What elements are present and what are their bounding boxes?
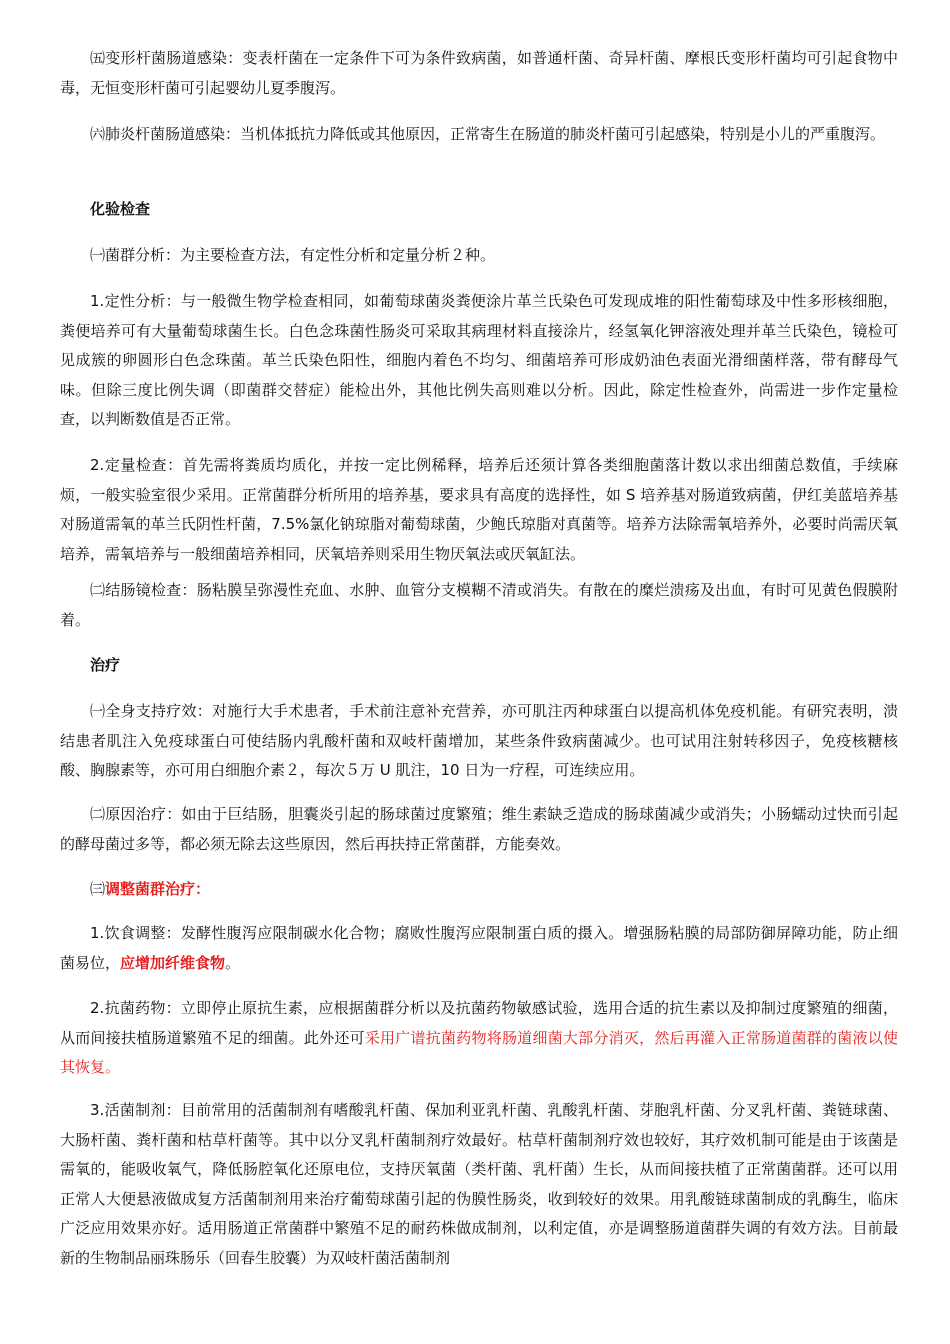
flora-adjustment-title: 调整菌群治疗：: [105, 880, 211, 898]
paragraph-flora-adjustment-title: [60, 875, 898, 905]
paragraph-supportive-therapy: ㈠全身支持疗效：对施行大手术患者，手术前注意补充营养，亦可肌注丙种球蛋白以提高机体免疫机能。有研究表明，溃结患者肌注入免疫球蛋白可使结肠内乳酸杆菌和双岐杆菌增加，某些条件致病菌减少。也可试用注射转移因子，免疫核糖核酸、胸腺素等，亦可用白细胞介素２，每次５万 U 肌注，10 日为一疗程，可连续应用。: [60, 702, 898, 779]
antibiotics-text: 2.抗菌药物：立即停止原抗生素，应根据菌群分析以及抗菌药物敏感试验，选用合适的抗生素以及抑制过度繁殖的细菌，从而间接扶植肠道繁殖不足的细菌。此外还可: [60, 999, 898, 1047]
paragraph-quantitative-test: 2.定量检查：首先需将粪质均质化，并按一定比例稀释，培养后还须计算各类细胞菌落计数以求出细菌总数值，手续麻烦，一般实验室很少采用。正常菌群分析所用的培养基，要求具有高度的选择性，如 S 培养基对肠道致病菌，伊红美蓝培养基对肠道需氧的革兰氏阴性杆菌，7.5%氯化钠琼脂对葡萄球菌，少鲍氏琼脂对真菌等。培养方法除需氧培养外，必要时尚需厌氧培养，需氧培养与一般细菌培养相同，厌氧培养则采用生物厌氧法或厌氧缸法。: [60, 456, 898, 563]
diet-text: 1.饮食调整：发酵性腹泻应限制碳水化合物；腐败性腹泻应限制蛋白质的摄入。增强肠粘膜的局部防御屏障功能，防止细菌易位，: [60, 924, 898, 972]
paragraph-diet-adjustment: [60, 919, 898, 978]
paragraph-antibiotics: [60, 994, 898, 1083]
flora-adjustment-prefix: ㈢: [90, 880, 106, 898]
heading-treatment: 治疗: [90, 656, 121, 674]
heading-lab-tests: 化验检查: [90, 200, 151, 218]
paragraph-cause-treatment: ㈡原因治疗：如由于巨结肠，胆囊炎引起的肠球菌过度繁殖；维生素缺乏造成的肠球菌减少或消失；小肠蠕动过快而引起的酵母菌过多等，都必须无除去这些原因，然后再扶持正常菌群，方能奏效。: [60, 805, 898, 853]
paragraph-qualitative-analysis: 1.定性分析：与一般微生物学检查相同，如葡萄球菌炎粪便涂片革兰氏染色可发现成堆的阳性葡萄球及中性多形核细胞，粪便培养可有大量葡萄球菌生长。白色念珠菌性肠炎可采取其病理材料直接涂片，经氢氧化钾溶液处理并革兰氏染色，镜检可见成簇的卵圆形白色念珠菌。革兰氏染色阳性，细胞内着色不均匀、细菌培养可形成奶油色表面光滑细菌样落，带有酵母气味。但除三度比例失调（即菌群交替症）能检出外，其他比例失高则难以分析。因此，除定性检查外，尚需进一步作定量检查，以判断数值是否正常。: [60, 292, 898, 428]
antibiotics-highlight: 采用广谱抗菌药物将肠道细菌大部分消灭，然后再灌入正常肠道菌群的菌液以使其恢复。: [60, 1028, 898, 1076]
paragraph-colonoscopy: ㈡结肠镜检查：肠粘膜呈弥漫性充血、水肿、血管分支模糊不清或消失。有散在的糜烂溃疡及出血，有时可见黄色假膜附着。: [60, 581, 898, 629]
paragraph-flora-analysis: ㈠菌群分析：为主要检查方法，有定性分析和定量分析２种。: [90, 246, 496, 264]
diet-end: 。: [225, 953, 241, 972]
paragraph-proteus-infection: ㈤变形杆菌肠道感染：变表杆菌在一定条件下可为条件致病菌，如普通杆菌、奇异杆菌、摩根氏变形杆菌均可引起食物中毒，无恒变形杆菌可引起婴幼儿夏季腹泻。: [60, 49, 898, 97]
diet-highlight: 应增加纤维食物: [120, 953, 226, 972]
paragraph-live-bacteria: 3.活菌制剂：目前常用的活菌制剂有嗜酸乳杆菌、保加利亚乳杆菌、乳酸乳杆菌、芽胞乳杆菌、分叉乳杆菌、粪链球菌、大肠杆菌、粪杆菌和枯草杆菌等。其中以分叉乳杆菌制剂疗效最好。枯草杆菌制剂疗效也较好，其疗效机制可能是由于该菌是需氧的，能吸收氧气，降低肠腔氧化还原电位，支持厌氧菌（类杆菌、乳杆菌）生长，从而间接扶植了正常菌菌群。还可以用正常人大便悬液做成复方活菌制剂用来治疗葡萄球菌引起的伪膜性肠炎，收到较好的效果。用乳酸链球菌制成的乳酶生，临床广泛应用效果亦好。适用肠道正常菌群中繁殖不足的耐药株做成制剂，以利定值，亦是调整肠道菌群失调的有效方法。目前最新的生物制品丽珠肠乐（回春生胶囊）为双岐杆菌活菌制剂: [60, 1101, 898, 1267]
paragraph-klebsiella-infection: ㈥肺炎杆菌肠道感染：当机体抵抗力降低或其他原因，正常寄生在肠道的肺炎杆菌可引起感染，特别是小儿的严重腹泻。: [90, 125, 886, 143]
